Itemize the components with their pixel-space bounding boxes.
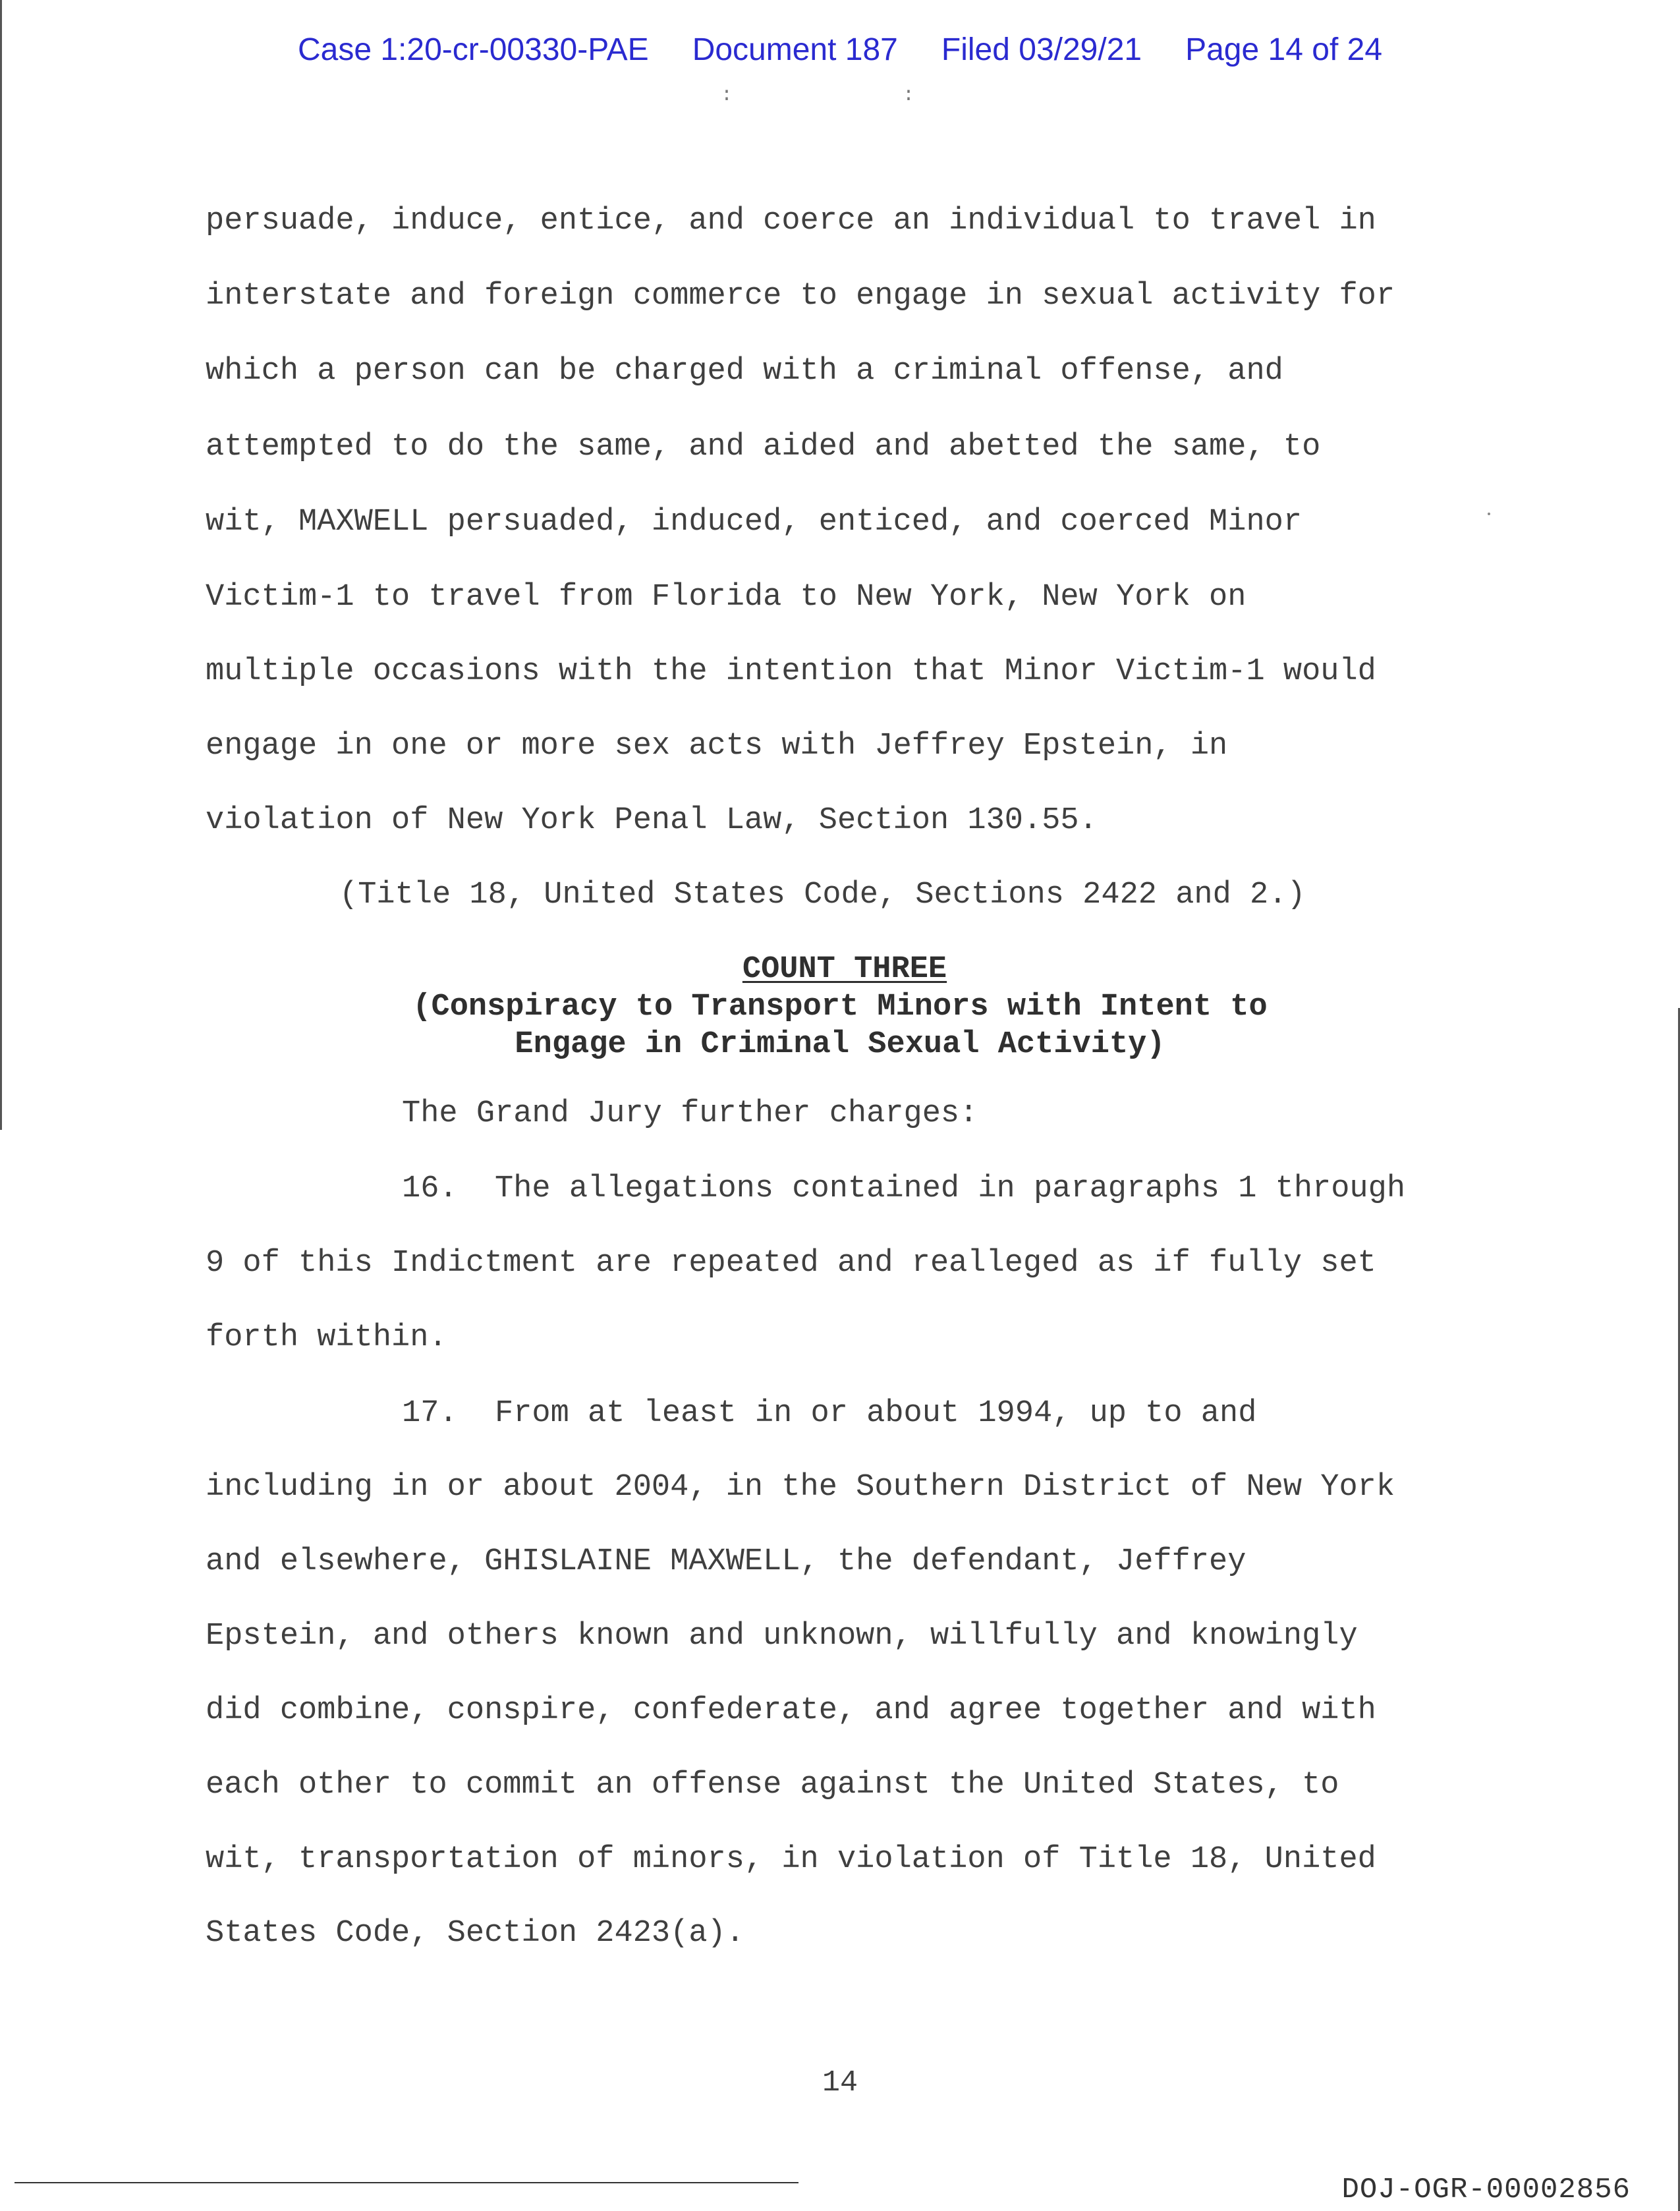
body-line: multiple occasions with the intention that Minor Victim-1 would	[206, 654, 1376, 689]
body-line: interstate and foreign commerce to engage in sexual activity for	[206, 279, 1395, 314]
paragraph-17-line: including in or about 2004, in the Southern District of New York	[206, 1470, 1395, 1505]
paragraph-16-line: 9 of this Indictment are repeated and realleged as if fully set	[206, 1246, 1376, 1281]
body-line: persuade, induce, entice, and coerce an individual to travel in	[206, 204, 1376, 238]
footer-rule	[14, 2182, 798, 2183]
scan-speck	[1488, 513, 1490, 515]
body-line: wit, MAXWELL persuaded, induced, enticed, and coerced Minor	[206, 505, 1302, 540]
paragraph-17-line: and elsewhere, GHISLAINE MAXWELL, the defendant, Jeffrey	[206, 1544, 1246, 1579]
paragraph-17-line: each other to commit an offense against the United States, to	[206, 1768, 1339, 1803]
document-number: Document 187	[692, 32, 898, 67]
body-line: violation of New York Penal Law, Section 130.55.	[206, 803, 1098, 838]
ecf-header	[0, 32, 1680, 68]
body-line: attempted to do the same, and aided and abetted the same, to	[206, 430, 1321, 464]
count-subtitle-line2: Engage in Criminal Sexual Activity)	[515, 1027, 1165, 1062]
scan-specks: : :	[721, 84, 994, 107]
paragraph-16-first-line: 16. The allegations contained in paragraphs 1 through	[402, 1171, 1406, 1206]
grand-jury-intro: The Grand Jury further charges:	[402, 1096, 978, 1131]
paragraph-17-line: Epstein, and others known and unknown, willfully and knowingly	[206, 1619, 1358, 1654]
page-number: 14	[822, 2066, 858, 2100]
paragraph-17-first-line: 17. From at least in or about 1994, up to and	[402, 1396, 1257, 1431]
paragraph-17-line: wit, transportation of minors, in violation of Title 18, United	[206, 1842, 1376, 1877]
body-line: engage in one or more sex acts with Jeffrey Epstein, in	[206, 729, 1228, 764]
statute-citation: (Title 18, United States Code, Sections 2422 and 2.)	[339, 878, 1306, 912]
filed-date: Filed 03/29/21	[941, 32, 1142, 67]
paragraph-16-line: forth within.	[206, 1320, 447, 1355]
paragraph-17-line: States Code, Section 2423(a).	[206, 1916, 744, 1951]
body-line: which a person can be charged with a criminal offense, and	[206, 354, 1283, 389]
count-title: COUNT THREE	[742, 952, 947, 987]
case-number: Case 1:20-cr-00330-PAE	[297, 32, 649, 67]
body-line: Victim-1 to travel from Florida to New York, New York on	[206, 580, 1246, 615]
bates-number: DOJ-OGR-00002856	[1341, 2173, 1631, 2206]
count-subtitle-line1: (Conspiracy to Transport Minors with Intent to	[412, 990, 1268, 1024]
page-of-total: Page 14 of 24	[1185, 32, 1383, 67]
paragraph-17-line: did combine, conspire, confederate, and agree together and with	[206, 1693, 1376, 1728]
